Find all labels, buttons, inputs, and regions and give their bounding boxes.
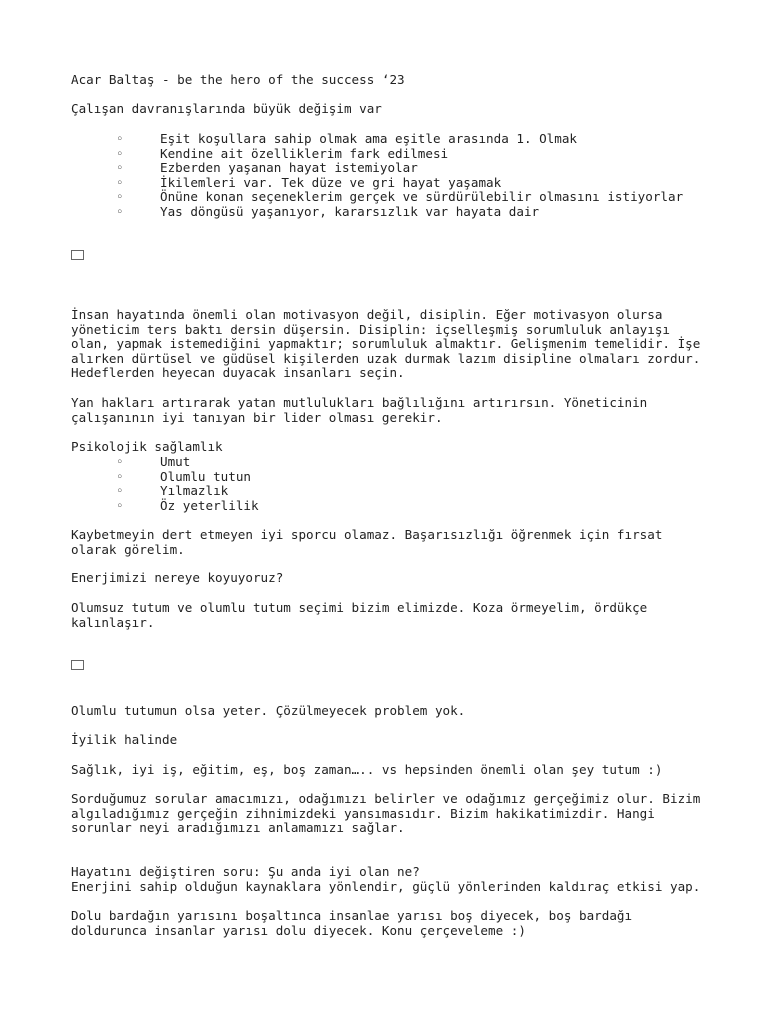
- employee-behavior-list: [71, 132, 711, 220]
- paragraph-questions: Sorduğumuz sorular amacımızı, odağımızı belirler ve odağımız gerçeğimiz olur. Bizim algıladığımız gerçeğin zihnimizdeki yansımasıdır. Bizim hakikatimizdir. Hangi sorunlar neyi aradığımızı anlamamızı sağlar.: [71, 791, 708, 836]
- bullet-icon: ◦: [116, 468, 124, 484]
- paragraph-failure: Kaybetmeyin dert etmeyen iyi sporcu olamaz. Başarısızlığı öğrenmek için fırsat olarak görelim.: [71, 527, 670, 557]
- paragraph-life-question: Hayatını değiştiren soru: Şu anda iyi olan ne?: [71, 864, 420, 879]
- bullet-icon: ◦: [116, 189, 124, 205]
- bullet-icon: ◦: [116, 174, 124, 190]
- placeholder-glyph-icon: [71, 250, 84, 260]
- paragraph-positive-attitude: Olumlu tutumun olsa yeter. Çözülmeyecek problem yok.: [71, 703, 466, 718]
- list-item: ◦ Kendine ait özelliklerim fark edilmesi: [116, 145, 449, 161]
- list-item: ◦ Eşit koşullara sahip olmak ama eşitle arasında 1. Olmak: [116, 131, 578, 146]
- bullet-icon: ◦: [116, 131, 124, 146]
- paragraph-discipline: İnsan hayatında önemli olan motivasyon değil, disiplin. Eğer motivasyon olursa yöneticim ters baktı dersin düşersin. Disiplin: içselleşmiş sorumluluk anlayışı olan, yapmak istemediğini yapmaktır; sorumluluk almaktır. Gelişmenim temelidir. İşe alırken dürtüsel ve güdüsel kişilerden uzak durmak lazım disipline olmaları zordur. Hedeflerden heyecan duyacak insanları seçin.: [71, 307, 708, 381]
- list-item: ◦ Ezberden yaşanan hayat istemiyolar: [116, 160, 418, 176]
- section-title-resilience: Psikolojik sağlamlık: [71, 439, 223, 454]
- bullet-icon: ◦: [116, 145, 124, 161]
- paragraph-attitude-choice: Olumsuz tutum ve olumlu tutum seçimi bizim elimizde. Koza örmeyelim, ördükçe kalınlaşır.: [71, 600, 655, 630]
- paragraph-wellbeing-list: Sağlık, iyi iş, eğitim, eş, boş zaman….. vs hepsinden önemli olan şey tutum :): [71, 762, 663, 777]
- list-item: ◦ Önüne konan seçeneklerim gerçek ve sürdürülebilir olmasını istiyorlar: [116, 189, 684, 205]
- placeholder-glyph-icon: [71, 660, 84, 670]
- bullet-icon: ◦: [116, 454, 124, 469]
- section-title-employee-behavior: Çalışan davranışlarında büyük değişim var: [71, 101, 382, 116]
- list-item: ◦ Yılmazlık: [116, 483, 229, 499]
- paragraph-energy-resources: Enerjini sahip olduğun kaynaklara yönlendir, güçlü yönlerinden kaldıraç etkisi yap.: [71, 879, 701, 894]
- bullet-icon: ◦: [116, 483, 124, 499]
- paragraph-wellbeing-title: İyilik halinde: [71, 732, 178, 747]
- paragraph-energy-question: Enerjimizi nereye koyuyoruz?: [71, 570, 284, 585]
- paragraph-benefits: Yan hakları artırarak yatan mutlulukları bağlılığını artırırsın. Yöneticinin çalışanının iyi tanıyan bir lider olması gerekir.: [71, 395, 655, 425]
- document-header: Acar Baltaş - be the hero of the success ‘23: [71, 72, 405, 87]
- bullet-icon: ◦: [116, 497, 124, 513]
- list-item: ◦ Olumlu tutun: [116, 468, 251, 484]
- list-item: ◦ Öz yeterlilik: [116, 497, 259, 513]
- paragraph-framing: Dolu bardağın yarısını boşaltınca insanlae yarısı boş diyecek, boş bardağı doldurunca insanlar yarısı dolu diyecek. Konu çerçeveleme :): [71, 908, 640, 938]
- list-item: ◦ İkilemleri var. Tek düze ve gri hayat yaşamak: [116, 174, 502, 190]
- bullet-icon: ◦: [116, 160, 124, 176]
- bullet-icon: ◦: [116, 203, 124, 219]
- list-item: ◦ Yas döngüsü yaşanıyor, kararsızlık var hayata dair: [116, 203, 540, 219]
- list-item: ◦ Umut: [116, 454, 191, 469]
- resilience-list: [71, 455, 711, 513]
